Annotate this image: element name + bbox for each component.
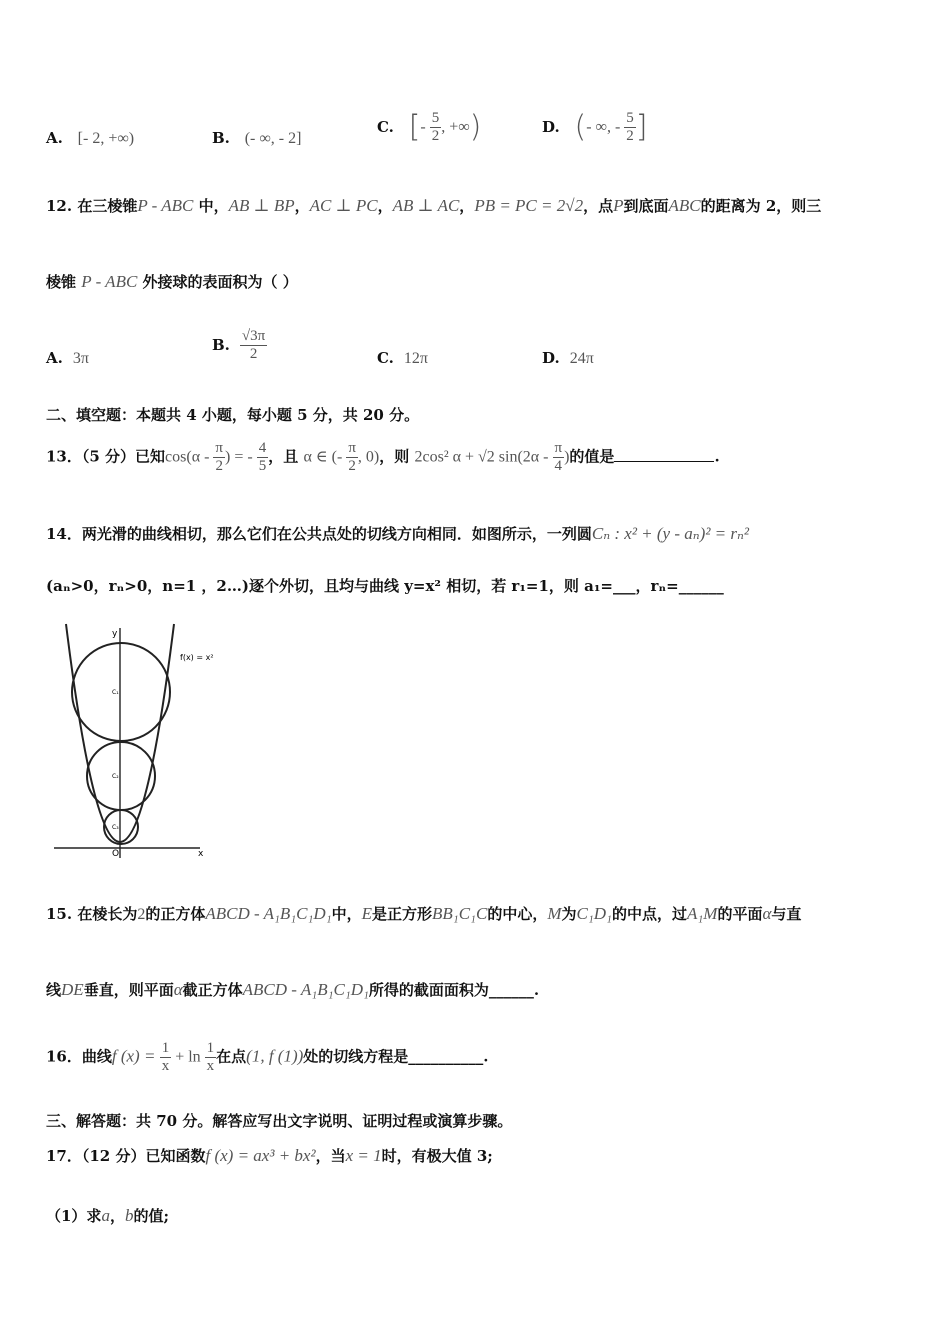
option-label: B. — [212, 129, 230, 147]
q17-part-1: （1）求a，b的值; — [46, 1206, 169, 1225]
section-3-heading: 三、解答题：共 70 分。解答应写出文字说明、证明过程或演算步骤。 — [46, 1112, 513, 1130]
q14-line-2: (aₙ>0，rₙ>0，n=1 ，2…)逐个外切，且均与曲线 y=x² 相切，若 r₁=1，则 a₁=___，rₙ=______ — [46, 577, 724, 595]
q12-line-2: 棱锥 P - ABC 外接球的表面积为（ ） — [46, 272, 298, 291]
option-label: C. — [377, 117, 394, 136]
c3-label: C₃ — [112, 824, 119, 831]
option-post: , +∞ — [441, 118, 470, 136]
q11-option-a — [46, 128, 134, 149]
c1-label: C₁ — [112, 689, 119, 696]
q12-option-a: A. 3π — [46, 349, 89, 367]
circle-c1 — [72, 643, 170, 741]
pyramid-label: P - ABC — [137, 196, 194, 215]
option-pre: - ∞, - — [586, 118, 625, 136]
circle-c3 — [104, 810, 138, 844]
q14-line-1: 14．两光滑的曲线相切，那么它们在公共点处的切线方向相同．如图所示，一列圆Cₙ : x² + (y - aₙ)² = rₙ² — [46, 524, 749, 543]
q11-option-b — [212, 128, 301, 149]
option-fraction: $\frac{5}{2}$ — [626, 110, 634, 144]
q11-option-d: D. (- ∞, - $\frac{5}{2}$ ] — [542, 109, 648, 145]
c2-label: C₂ — [112, 773, 119, 780]
q17-line: 17．（12 分）已知函数f (x) = ax³ + bx²，当x = 1时，有极大值 3; — [46, 1146, 493, 1165]
q16-line: 16．曲线f (x) = $\frac{1}{x}$ + ln $\frac{1}{x}$ 在点(1, f (1))处的切线方程是__________. — [46, 1040, 489, 1074]
option-math: [- 2, +∞) — [77, 130, 135, 147]
q15-line-2: 线DE垂直，则平面α截正方体ABCD - A₁B₁C₁D₁所得的截面面积为______. — [46, 980, 540, 999]
q12-option-d: D. 24π — [542, 349, 594, 367]
section-2-heading: 二、填空题：本题共 4 小题，每小题 5 分，共 20 分。 — [46, 406, 420, 424]
option-pre: - — [420, 118, 430, 136]
q12-option-b: B. $\frac{√3\pi}{2}$ — [212, 328, 266, 362]
q15-line-1: 15. 在棱长为2的正方体ABCD - A₁B₁C₁D₁中，E是正方形BB₁C₁C的中心，M为C₁D₁的中点，过A₁M的平面α与直 — [46, 904, 802, 923]
origin-label: O — [112, 849, 120, 859]
option-math: (- ∞, - 2] — [244, 130, 302, 147]
q13-line: 13．（5 分）已知cos(α - $\frac{\pi}{2}$ ) = - $\frac{4}{5}$ ，且 α ∈ (- $\frac{\pi}{2}$ , 0)，则 2cos² α + √2 sin(2α - $\frac{\pi}{4}$ )的值是 . — [46, 440, 720, 474]
curve-label: f(x) = x² — [180, 653, 214, 662]
q12-option-c: C. 12π — [377, 349, 428, 367]
q12-line-1: 12. 在三棱锥P - ABC 中，AB ⊥ BP，AC ⊥ PC，AB ⊥ AC，PB = PC = 2√2，点P到底面ABC的距离为 2，则三 — [46, 196, 822, 215]
q11-option-c: C. [- $\frac{5}{2}$ , +∞) — [377, 109, 482, 145]
axis-x-label: x — [198, 849, 204, 859]
option-label: D. — [542, 117, 560, 136]
q14-figure — [48, 620, 218, 865]
circle-c2 — [87, 742, 155, 810]
option-fraction: $\frac{5}{2}$ — [431, 110, 440, 144]
option-label: A. — [46, 129, 63, 147]
axis-y-label: y — [112, 629, 118, 639]
